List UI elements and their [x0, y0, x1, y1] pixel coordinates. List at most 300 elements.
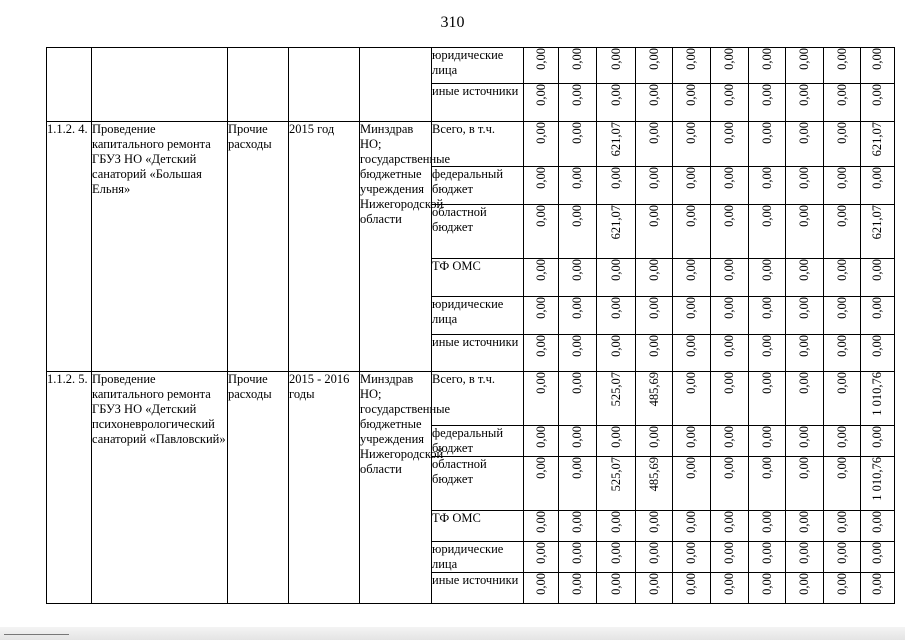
value-cell [559, 573, 597, 604]
period-cell [289, 48, 360, 122]
value-cell [673, 457, 711, 511]
value-text: 0,00 [646, 122, 661, 144]
value-text: 0,00 [759, 511, 774, 533]
value-text: 0,00 [759, 573, 774, 595]
value-text: 0,00 [870, 297, 884, 319]
value-text: 0,00 [797, 335, 811, 357]
value-cell [524, 205, 559, 259]
value-cell [559, 372, 597, 426]
value-text: 0,00 [570, 511, 584, 533]
value-text: 0,00 [870, 259, 884, 281]
value-text: 0,00 [759, 457, 774, 479]
value-text: 0,00 [570, 259, 584, 281]
value-cell [711, 122, 749, 167]
value-cell [559, 259, 597, 297]
value-cell [861, 297, 895, 335]
value-text: 0,00 [684, 426, 698, 448]
value-cell [861, 573, 895, 604]
value-text: 0,00 [834, 335, 849, 357]
item-name: Проведение капитального ремонта ГБУЗ НО «Детский санаторий «Большая Ельня» [92, 122, 228, 372]
value-text: 0,00 [646, 48, 661, 70]
value-cell [524, 542, 559, 573]
value-cell [861, 84, 895, 122]
value-cell [786, 259, 824, 297]
value-text: 0,00 [759, 259, 774, 281]
value-cell [597, 205, 636, 259]
value-cell [861, 259, 895, 297]
value-text: 0,00 [684, 573, 698, 595]
value-cell [559, 457, 597, 511]
value-text: 0,00 [722, 297, 736, 319]
value-text: 0,00 [608, 297, 623, 319]
value-cell [711, 335, 749, 372]
value-text: 0,00 [870, 84, 884, 106]
value-text: 621,07 [870, 205, 884, 240]
source-label: иные источники [432, 335, 524, 372]
value-text: 0,00 [722, 573, 736, 595]
value-text: 525,07 [608, 372, 623, 407]
value-cell [711, 511, 749, 542]
value-text: 0,00 [533, 372, 548, 394]
value-text: 0,00 [533, 84, 548, 106]
value-text: 0,00 [533, 511, 548, 533]
value-text: 0,00 [759, 84, 774, 106]
value-cell [749, 122, 786, 167]
value-cell [673, 167, 711, 205]
value-cell [673, 426, 711, 457]
value-text: 621,07 [608, 205, 623, 240]
value-cell [636, 457, 673, 511]
value-text: 0,00 [646, 542, 661, 564]
table-row [47, 372, 895, 426]
value-text: 0,00 [608, 511, 623, 533]
value-cell [711, 48, 749, 84]
value-text: 621,07 [608, 122, 623, 157]
value-text: 0,00 [722, 167, 736, 189]
value-cell [824, 84, 861, 122]
value-text: 0,00 [570, 457, 584, 479]
value-text: 0,00 [533, 48, 548, 70]
value-text: 0,00 [797, 167, 811, 189]
value-text: 0,00 [533, 573, 548, 595]
value-cell [636, 511, 673, 542]
value-cell [559, 205, 597, 259]
value-cell [597, 48, 636, 84]
value-cell [524, 259, 559, 297]
value-text: 0,00 [834, 297, 849, 319]
value-text: 0,00 [646, 573, 661, 595]
executor: Минздрав НО; государственные бюджетные учреждения Нижегородской области [360, 372, 432, 604]
value-cell [711, 259, 749, 297]
value-cell [861, 167, 895, 205]
value-text: 0,00 [759, 48, 774, 70]
value-text: 0,00 [797, 48, 811, 70]
value-text: 0,00 [684, 84, 698, 106]
value-cell [824, 122, 861, 167]
value-text: 485,69 [646, 372, 661, 407]
source-label: иные источники [432, 84, 524, 122]
value-text: 0,00 [870, 542, 884, 564]
value-cell [749, 205, 786, 259]
value-text: 0,00 [570, 167, 584, 189]
value-text: 0,00 [646, 511, 661, 533]
value-text: 0,00 [608, 335, 623, 357]
value-text: 0,00 [533, 205, 548, 227]
value-text: 0,00 [570, 297, 584, 319]
value-text: 0,00 [759, 205, 774, 227]
value-text: 0,00 [646, 335, 661, 357]
value-cell [749, 84, 786, 122]
value-cell [673, 84, 711, 122]
value-text: 0,00 [722, 457, 736, 479]
value-text: 0,00 [797, 372, 811, 394]
value-text: 0,00 [722, 259, 736, 281]
value-cell [861, 372, 895, 426]
value-text: 0,00 [533, 335, 548, 357]
value-cell [559, 335, 597, 372]
value-cell [559, 542, 597, 573]
source-label: ТФ ОМС [432, 259, 524, 297]
value-text: 0,00 [684, 167, 698, 189]
value-text: 0,00 [684, 259, 698, 281]
code-cell [47, 48, 92, 122]
value-text: 0,00 [722, 48, 736, 70]
value-cell [861, 542, 895, 573]
value-cell [824, 372, 861, 426]
value-cell [597, 335, 636, 372]
value-cell [824, 48, 861, 84]
value-cell [749, 259, 786, 297]
value-cell [711, 372, 749, 426]
value-cell [636, 335, 673, 372]
value-cell [673, 372, 711, 426]
value-cell [636, 167, 673, 205]
source-label: юридические лица [432, 297, 524, 335]
value-cell [749, 372, 786, 426]
value-text: 0,00 [570, 372, 584, 394]
value-cell [636, 573, 673, 604]
value-text: 0,00 [797, 84, 811, 106]
value-cell [597, 573, 636, 604]
value-text: 0,00 [646, 426, 661, 448]
value-text: 0,00 [797, 457, 811, 479]
value-cell [749, 297, 786, 335]
table-row [47, 122, 895, 167]
value-cell [559, 511, 597, 542]
value-cell [786, 167, 824, 205]
value-cell [824, 426, 861, 457]
value-cell [824, 205, 861, 259]
period: 2015 год [289, 122, 360, 372]
value-cell [524, 84, 559, 122]
value-text: 0,00 [870, 48, 884, 70]
value-text: 0,00 [684, 205, 698, 227]
value-text: 0,00 [834, 259, 849, 281]
value-text: 0,00 [834, 167, 849, 189]
value-text: 0,00 [797, 259, 811, 281]
value-text: 0,00 [570, 335, 584, 357]
value-cell [749, 48, 786, 84]
budget-table [46, 47, 895, 604]
value-cell [524, 122, 559, 167]
name-cell [92, 48, 228, 122]
value-cell [711, 84, 749, 122]
value-cell [524, 573, 559, 604]
value-cell [673, 297, 711, 335]
value-cell [673, 335, 711, 372]
source-label: федеральный бюджет [432, 167, 524, 205]
value-text: 0,00 [570, 84, 584, 106]
value-text: 0,00 [684, 122, 698, 144]
value-text: 0,00 [608, 426, 623, 448]
value-cell [636, 297, 673, 335]
value-text: 0,00 [797, 542, 811, 564]
period: 2015 - 2016 годы [289, 372, 360, 604]
value-text: 0,00 [722, 335, 736, 357]
source-label: юридические лица [432, 542, 524, 573]
value-text: 0,00 [646, 297, 661, 319]
value-cell [711, 573, 749, 604]
value-text: 0,00 [684, 335, 698, 357]
value-cell [749, 511, 786, 542]
value-text: 0,00 [722, 426, 736, 448]
value-cell [673, 542, 711, 573]
value-text: 0,00 [870, 573, 884, 595]
value-text: 0,00 [834, 511, 849, 533]
value-cell [636, 426, 673, 457]
value-cell [786, 573, 824, 604]
value-text: 0,00 [834, 48, 849, 70]
value-cell [636, 48, 673, 84]
value-cell [711, 205, 749, 259]
value-cell [824, 542, 861, 573]
value-text: 0,00 [684, 372, 698, 394]
value-cell [597, 167, 636, 205]
value-text: 0,00 [834, 205, 849, 227]
value-text: 0,00 [570, 205, 584, 227]
item-name: Проведение капитального ремонта ГБУЗ НО «Детский психоневрологический санаторий «Павловский» [92, 372, 228, 604]
value-cell [524, 426, 559, 457]
source-label: областной бюджет [432, 205, 524, 259]
value-cell [786, 511, 824, 542]
value-text: 0,00 [533, 259, 548, 281]
value-cell [749, 167, 786, 205]
value-text: 0,00 [533, 457, 548, 479]
value-text: 0,00 [722, 511, 736, 533]
source-label: Всего, в т.ч. [432, 122, 524, 167]
item-code: 1.1.2. 4. [47, 122, 92, 372]
scan-line [4, 634, 69, 635]
value-cell [824, 511, 861, 542]
value-cell [559, 48, 597, 84]
value-cell [559, 297, 597, 335]
value-cell [749, 457, 786, 511]
value-cell [524, 167, 559, 205]
value-text: 0,00 [646, 259, 661, 281]
value-cell [636, 84, 673, 122]
value-cell [673, 573, 711, 604]
value-cell [711, 542, 749, 573]
value-text: 0,00 [722, 372, 736, 394]
value-cell [786, 457, 824, 511]
value-cell [711, 297, 749, 335]
value-text: 0,00 [608, 542, 623, 564]
value-text: 0,00 [834, 542, 849, 564]
value-text: 0,00 [797, 205, 811, 227]
value-cell [597, 542, 636, 573]
value-text: 0,00 [870, 511, 884, 533]
value-text: 0,00 [834, 426, 849, 448]
value-cell [524, 335, 559, 372]
value-text: 0,00 [797, 573, 811, 595]
value-cell [559, 167, 597, 205]
value-cell [524, 511, 559, 542]
value-text: 0,00 [797, 297, 811, 319]
value-cell [786, 426, 824, 457]
table-row [47, 48, 895, 84]
value-cell [673, 259, 711, 297]
value-cell [786, 84, 824, 122]
expense-cell [228, 48, 289, 122]
value-cell [597, 372, 636, 426]
value-cell [861, 205, 895, 259]
value-cell [673, 511, 711, 542]
value-cell [824, 259, 861, 297]
value-text: 621,07 [870, 122, 884, 157]
value-text: 0,00 [797, 426, 811, 448]
value-text: 525,07 [608, 457, 623, 492]
value-text: 0,00 [684, 511, 698, 533]
value-cell [824, 335, 861, 372]
value-text: 0,00 [834, 573, 849, 595]
value-cell [597, 511, 636, 542]
value-cell [786, 205, 824, 259]
value-cell [786, 372, 824, 426]
value-text: 0,00 [570, 122, 584, 144]
value-text: 0,00 [646, 167, 661, 189]
value-cell [749, 426, 786, 457]
item-code: 1.1.2. 5. [47, 372, 92, 604]
executor: Минздрав НО; государственные бюджетные учреждения Нижегородской области [360, 122, 432, 372]
value-cell [824, 167, 861, 205]
value-cell [711, 457, 749, 511]
value-cell [711, 167, 749, 205]
value-text: 0,00 [759, 426, 774, 448]
source-label: Всего, в т.ч. [432, 372, 524, 426]
source-label: иные источники [432, 573, 524, 604]
value-cell [786, 122, 824, 167]
value-text: 485,69 [646, 457, 661, 492]
value-cell [636, 372, 673, 426]
value-cell [524, 372, 559, 426]
value-cell [597, 259, 636, 297]
value-cell [524, 297, 559, 335]
value-text: 0,00 [722, 84, 736, 106]
value-text: 1 010,76 [870, 457, 884, 501]
value-text: 0,00 [759, 122, 774, 144]
value-text: 0,00 [570, 573, 584, 595]
value-text: 0,00 [722, 122, 736, 144]
source-label: федеральный бюджет [432, 426, 524, 457]
value-cell [673, 48, 711, 84]
value-cell [861, 426, 895, 457]
value-text: 0,00 [533, 542, 548, 564]
value-text: 0,00 [870, 335, 884, 357]
value-text: 0,00 [533, 122, 548, 144]
value-cell [786, 48, 824, 84]
value-cell [559, 426, 597, 457]
value-text: 0,00 [759, 167, 774, 189]
value-cell [597, 297, 636, 335]
value-text: 0,00 [759, 542, 774, 564]
value-cell [559, 122, 597, 167]
value-text: 0,00 [834, 84, 849, 106]
value-cell [597, 457, 636, 511]
value-cell [597, 426, 636, 457]
value-cell [861, 511, 895, 542]
page-number: 310 [440, 14, 465, 31]
value-text: 0,00 [608, 48, 623, 70]
value-cell [636, 542, 673, 573]
value-text: 0,00 [797, 122, 811, 144]
value-text: 0,00 [870, 426, 884, 448]
value-cell [524, 48, 559, 84]
value-text: 0,00 [684, 457, 698, 479]
value-text: 0,00 [834, 457, 849, 479]
value-text: 0,00 [722, 205, 736, 227]
value-text: 0,00 [608, 84, 623, 106]
executor-cell [360, 48, 432, 122]
value-cell [597, 84, 636, 122]
value-cell [786, 297, 824, 335]
value-text: 0,00 [759, 372, 774, 394]
value-text: 0,00 [759, 297, 774, 319]
value-text: 1 010,76 [870, 372, 884, 416]
value-cell [636, 122, 673, 167]
value-cell [673, 122, 711, 167]
value-text: 0,00 [533, 167, 548, 189]
value-text: 0,00 [684, 297, 698, 319]
expense-type: Прочие расходы [228, 372, 289, 604]
value-text: 0,00 [684, 542, 698, 564]
value-cell [786, 542, 824, 573]
value-cell [861, 335, 895, 372]
expense-type: Прочие расходы [228, 122, 289, 372]
value-cell [559, 84, 597, 122]
value-text: 0,00 [834, 372, 849, 394]
value-cell [711, 426, 749, 457]
value-text: 0,00 [608, 259, 623, 281]
value-cell [824, 573, 861, 604]
value-cell [861, 48, 895, 84]
value-text: 0,00 [608, 167, 623, 189]
source-label: областной бюджет [432, 457, 524, 511]
value-cell [749, 573, 786, 604]
value-cell [786, 335, 824, 372]
value-cell [597, 122, 636, 167]
value-cell [824, 457, 861, 511]
value-cell [861, 457, 895, 511]
value-text: 0,00 [834, 122, 849, 144]
value-cell [636, 259, 673, 297]
value-text: 0,00 [646, 205, 661, 227]
value-text: 0,00 [759, 335, 774, 357]
value-text: 0,00 [722, 542, 736, 564]
value-cell [824, 297, 861, 335]
value-text: 0,00 [570, 542, 584, 564]
value-cell [524, 457, 559, 511]
value-cell [749, 542, 786, 573]
